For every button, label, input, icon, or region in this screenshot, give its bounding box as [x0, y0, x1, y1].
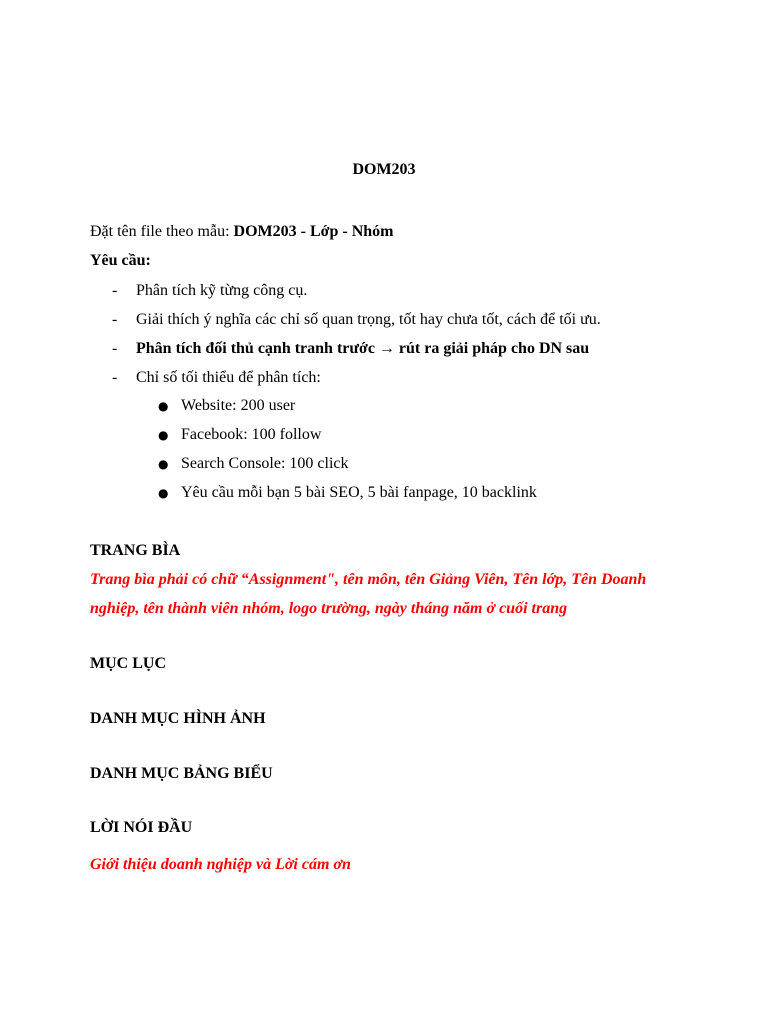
- requirements-label: Yêu cầu:: [90, 252, 151, 269]
- metric-text: Search Console: 100 click: [181, 455, 349, 472]
- dash-marker: -: [112, 340, 118, 357]
- bullet-icon: ●: [158, 486, 169, 500]
- dash-marker: -: [112, 369, 118, 386]
- document-title: DOM203: [352, 161, 416, 178]
- preface-heading: LỜI NÓI ĐẦU: [90, 819, 193, 836]
- file-naming-pattern: DOM203 - Lớp - Nhóm: [233, 223, 394, 240]
- preface-note: Giới thiệu doanh nghiệp và Lời cám ơn: [90, 856, 351, 873]
- requirement-text: Phân tích đối thủ cạnh tranh trước → rút ra giải pháp cho DN sau: [136, 340, 590, 357]
- requirement-text: Giải thích ý nghĩa các chỉ số quan trọng, tốt hay chưa tốt, cách để tối ưu.: [136, 311, 601, 328]
- bullet-icon: ●: [158, 428, 169, 442]
- requirement-text: Phân tích kỹ từng công cụ.: [136, 282, 308, 299]
- cover-heading: TRANG BÌA: [90, 542, 181, 559]
- dash-marker: -: [112, 282, 118, 299]
- figures-heading: DANH MỤC HÌNH ẢNH: [90, 710, 266, 727]
- cover-note-line-2: nghiệp, tên thành viên nhóm, logo trường, ngày tháng năm ở cuối trang: [90, 600, 568, 617]
- bullet-icon: ●: [158, 399, 169, 413]
- file-naming-label: Đặt tên file theo mẫu:: [90, 223, 234, 240]
- metric-text: Website: 200 user: [181, 397, 296, 414]
- cover-note-line-1: Trang bìa phải có chữ “Assignment", tên môn, tên Giảng Viên, Tên lớp, Tên Doanh: [90, 571, 647, 588]
- toc-heading: MỤC LỤC: [90, 655, 166, 672]
- tables-heading: DANH MỤC BẢNG BIỂU: [90, 765, 273, 782]
- requirement-text: Chỉ số tối thiểu để phân tích:: [136, 369, 321, 386]
- bullet-icon: ●: [158, 457, 169, 471]
- metric-text: Yêu cầu mỗi bạn 5 bài SEO, 5 bài fanpage, 10 backlink: [181, 484, 537, 501]
- file-naming-line: [90, 222, 393, 242]
- metric-text: Facebook: 100 follow: [181, 426, 322, 443]
- dash-marker: -: [112, 311, 118, 328]
